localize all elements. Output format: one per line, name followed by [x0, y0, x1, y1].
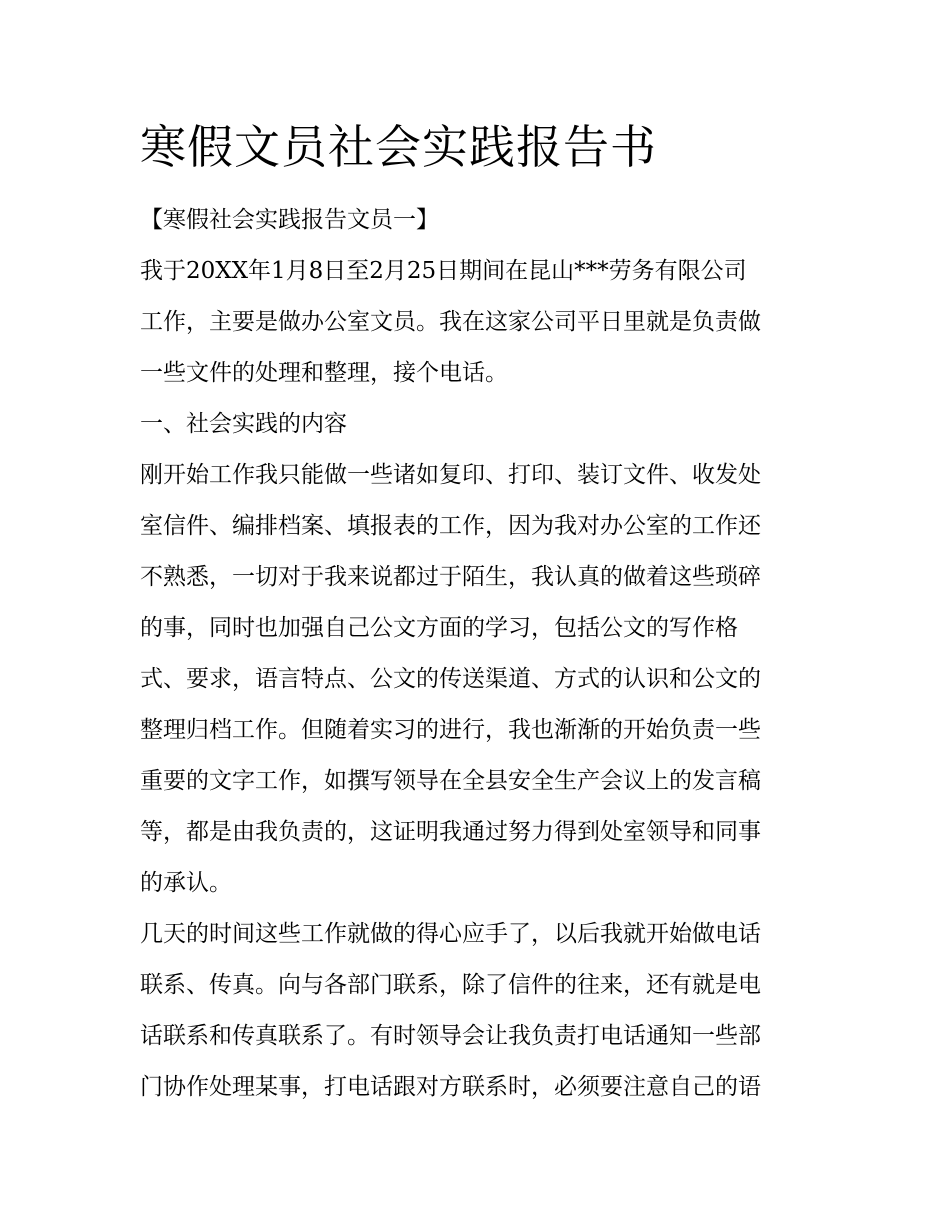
document-body: [140, 195, 830, 1113]
paragraph-line: 式、要求，语言特点、公文的传送渠道、方式的认识和公文的: [140, 666, 761, 692]
paragraph-line: 等，都是由我负责的，这证明我通过努力得到处室领导和同事: [140, 819, 761, 845]
paragraph-line: 我于20XX年1月8日至2月25日期间在昆山***劳务有限公司: [140, 258, 747, 284]
paragraph-line: 整理归档工作。但随着实习的进行，我也渐渐的开始负责一些: [140, 717, 761, 743]
paragraph-line: 联系、传真。向与各部门联系，除了信件的往来，还有就是电: [140, 972, 761, 998]
paragraph-line: 工作，主要是做办公室文员。我在这家公司平日里就是负责做: [140, 309, 761, 335]
paragraph-line: 室信件、编排档案、填报表的工作，因为我对办公室的工作还: [140, 513, 761, 539]
paragraph-line: 不熟悉，一切对于我来说都过于陌生，我认真的做着这些琐碎: [140, 564, 761, 590]
section-heading-line: 【寒假社会实践报告文员一】: [140, 207, 439, 233]
paragraph-line: 话联系和传真联系了。有时领导会让我负责打电话通知一些部: [140, 1023, 761, 1049]
paragraph-line: 重要的文字工作，如撰写领导在全县安全生产会议上的发言稿: [140, 768, 761, 794]
document-title: 寒假文员社会实践报告书: [140, 120, 657, 174]
paragraph-line: 一些文件的处理和整理，接个电话。: [140, 360, 508, 386]
section-heading-line: 一、社会实践的内容: [140, 411, 347, 437]
paragraph-line: 门协作处理某事，打电话跟对方联系时，必须要注意自己的语: [140, 1074, 761, 1100]
paragraph-line: 刚开始工作我只能做一些诸如复印、打印、装订文件、收发处: [140, 462, 761, 488]
paragraph-line: 的承认。: [140, 870, 232, 896]
paragraph-line: 几天的时间这些工作就做的得心应手了，以后我就开始做电话: [140, 921, 761, 947]
paragraph-line: 的事，同时也加强自己公文方面的学习，包括公文的写作格: [140, 615, 738, 641]
